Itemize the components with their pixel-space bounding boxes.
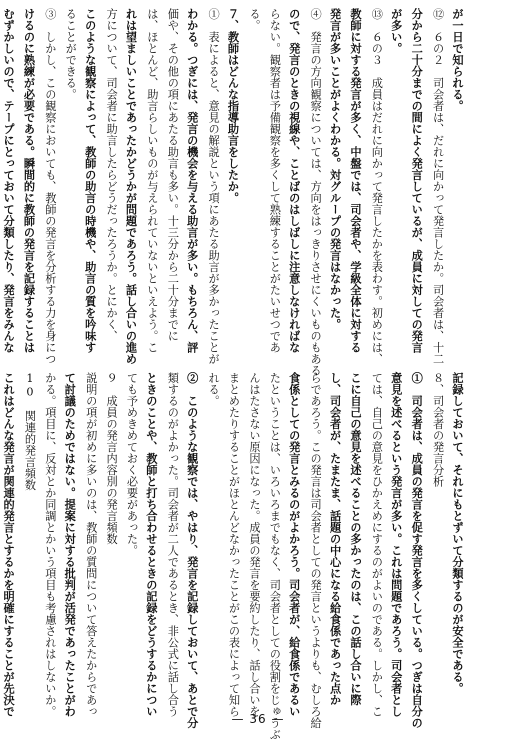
text-line: たということは、いろいろまでもなく、司会者としての役割をじゅうぶ — [268, 372, 282, 740]
text-line: 記録しておいて、それにもとずいて分類するのが安全である。 — [451, 372, 465, 694]
text-line: かる。項目に、反対とか同調とかいう項目も考慮されはしないか。 — [43, 372, 57, 717]
text-line: 10 関連的発言頻数 — [23, 372, 37, 491]
text-line: らであろう。この発言は司会者としての発言というよりも、むしろ給 — [309, 372, 323, 729]
text-line: れは望ましいことであったかどうかが問題であろう。話し合いの進め — [124, 8, 139, 365]
text-line: ては、自己の意見をひかえめにするのがよいのである。しかし、こ — [370, 372, 384, 717]
page-number: — 36 — — [231, 712, 285, 726]
text-line: 方について、司会者に助言したらどうだったろうか。とにかく、 — [105, 8, 119, 342]
text-line: ても予めきめておく必要があった。 — [125, 372, 139, 556]
text-line: る。 — [247, 8, 261, 31]
text-line: むずかしいので、テープにとっておいて分類したり、発言をみんな — [2, 8, 17, 353]
text-line: 価や、その他の項にあたる助言も多い。十三分から二十分までに — [166, 8, 180, 342]
text-line: ８、司会者の発言分析 — [431, 372, 445, 487]
text-line: が一日で知られる。 — [451, 8, 465, 112]
text-line: わかる。つぎには、発言の機会を与える助言が多い。もちろん、評 — [185, 8, 200, 353]
text-line: ７、教師はどんな指導助言をしたか。 — [226, 8, 241, 204]
text-line: 類するのがよかった。司会者が二人であるとき、非公式に話し合う — [166, 372, 180, 717]
text-line: これはどんな発言が関連的発言とするかを明確にすることが先決で — [2, 372, 17, 717]
text-line: ④ 発言の方向観察については、方向をはっきりさせにくいものもある — [309, 8, 323, 376]
text-line: 発言が多いことがよくわかる。対グループの発言はなかった。 — [328, 8, 343, 330]
text-line: 食係としての発言とみるのがよかろう。司会者が、給食係であるい — [287, 372, 302, 717]
text-line: 意見を述べるという発言が多い。これは問題であろう。司会者とし — [389, 372, 404, 717]
text-line: し、司会者が、たまたま、話題の中心になる給食係であった点か — [328, 372, 343, 706]
text-line: 教師に対する発言が多く、中盤では、司会者や、学級全体に対する — [348, 8, 363, 353]
text-line: れる。 — [207, 372, 221, 407]
text-line: このような観察によって、教師の助言の時機や、助言の質を吟味す — [83, 8, 98, 353]
upper-text-block — [2, 8, 468, 376]
text-line: まとめたりすることがほとんどなかったことがこの表によって知ら — [227, 372, 241, 717]
text-line: ときのことや、教師と打ち合わせるときの記録をどうするかについ — [144, 372, 159, 717]
text-line: ② このような観察では、やはり、発言を記録しておいて、あとで分 — [185, 372, 200, 729]
text-line: ① 表によると、意見の解説という項にあたる助言が多かったことが — [207, 8, 221, 365]
text-line: ③ しかし、この観察においても、教師の発言を分析する力を身につ — [43, 8, 57, 365]
text-line: て討議のためではない。提案に対する批判が活発であったことがわ — [63, 372, 78, 717]
text-line: ⑫ ６の２ 司会者は、だれに向かって発言したか。司会者は、十二 — [431, 8, 445, 365]
text-line: けるのに熟練が必要である。瞬間的に教師の発言を記録することは — [22, 8, 37, 353]
text-line: ので、発言のときの視線や、ことばのはしばしに注意しなければな — [287, 8, 302, 353]
text-line: らない。観察者は予備観察を多くして熟練することがたいせつであ — [268, 8, 282, 353]
text-line: 分から二十分までの間によく発言しているが、成員に対しての発言 — [410, 8, 425, 353]
text-line: んはたさない原因になった。成員の発言を要約したり、話し合いを — [247, 372, 261, 717]
text-line: が多い。 — [389, 8, 404, 54]
text-line: は、ほとんど、助言らしいものが与えられていないといえよう。こ — [145, 8, 159, 353]
text-line: ることができる。 — [64, 8, 78, 100]
text-line: こに自己の意見を述べることの多かったのは、この話し合いに際 — [348, 372, 363, 706]
text-line: ① 司会者は、成員の発言を促す発言を多くしている。つぎは自分の — [410, 372, 425, 729]
text-line: ⑬ ６の３ 成員はだれに向かって発言したかを表わす。初めには、 — [370, 8, 384, 365]
text-line: ９ 成員の発言内容別の発言頻数 — [105, 372, 119, 545]
text-line: 説明の項が初めに多いのは、教師の質問について答えたからであっ — [84, 372, 98, 717]
